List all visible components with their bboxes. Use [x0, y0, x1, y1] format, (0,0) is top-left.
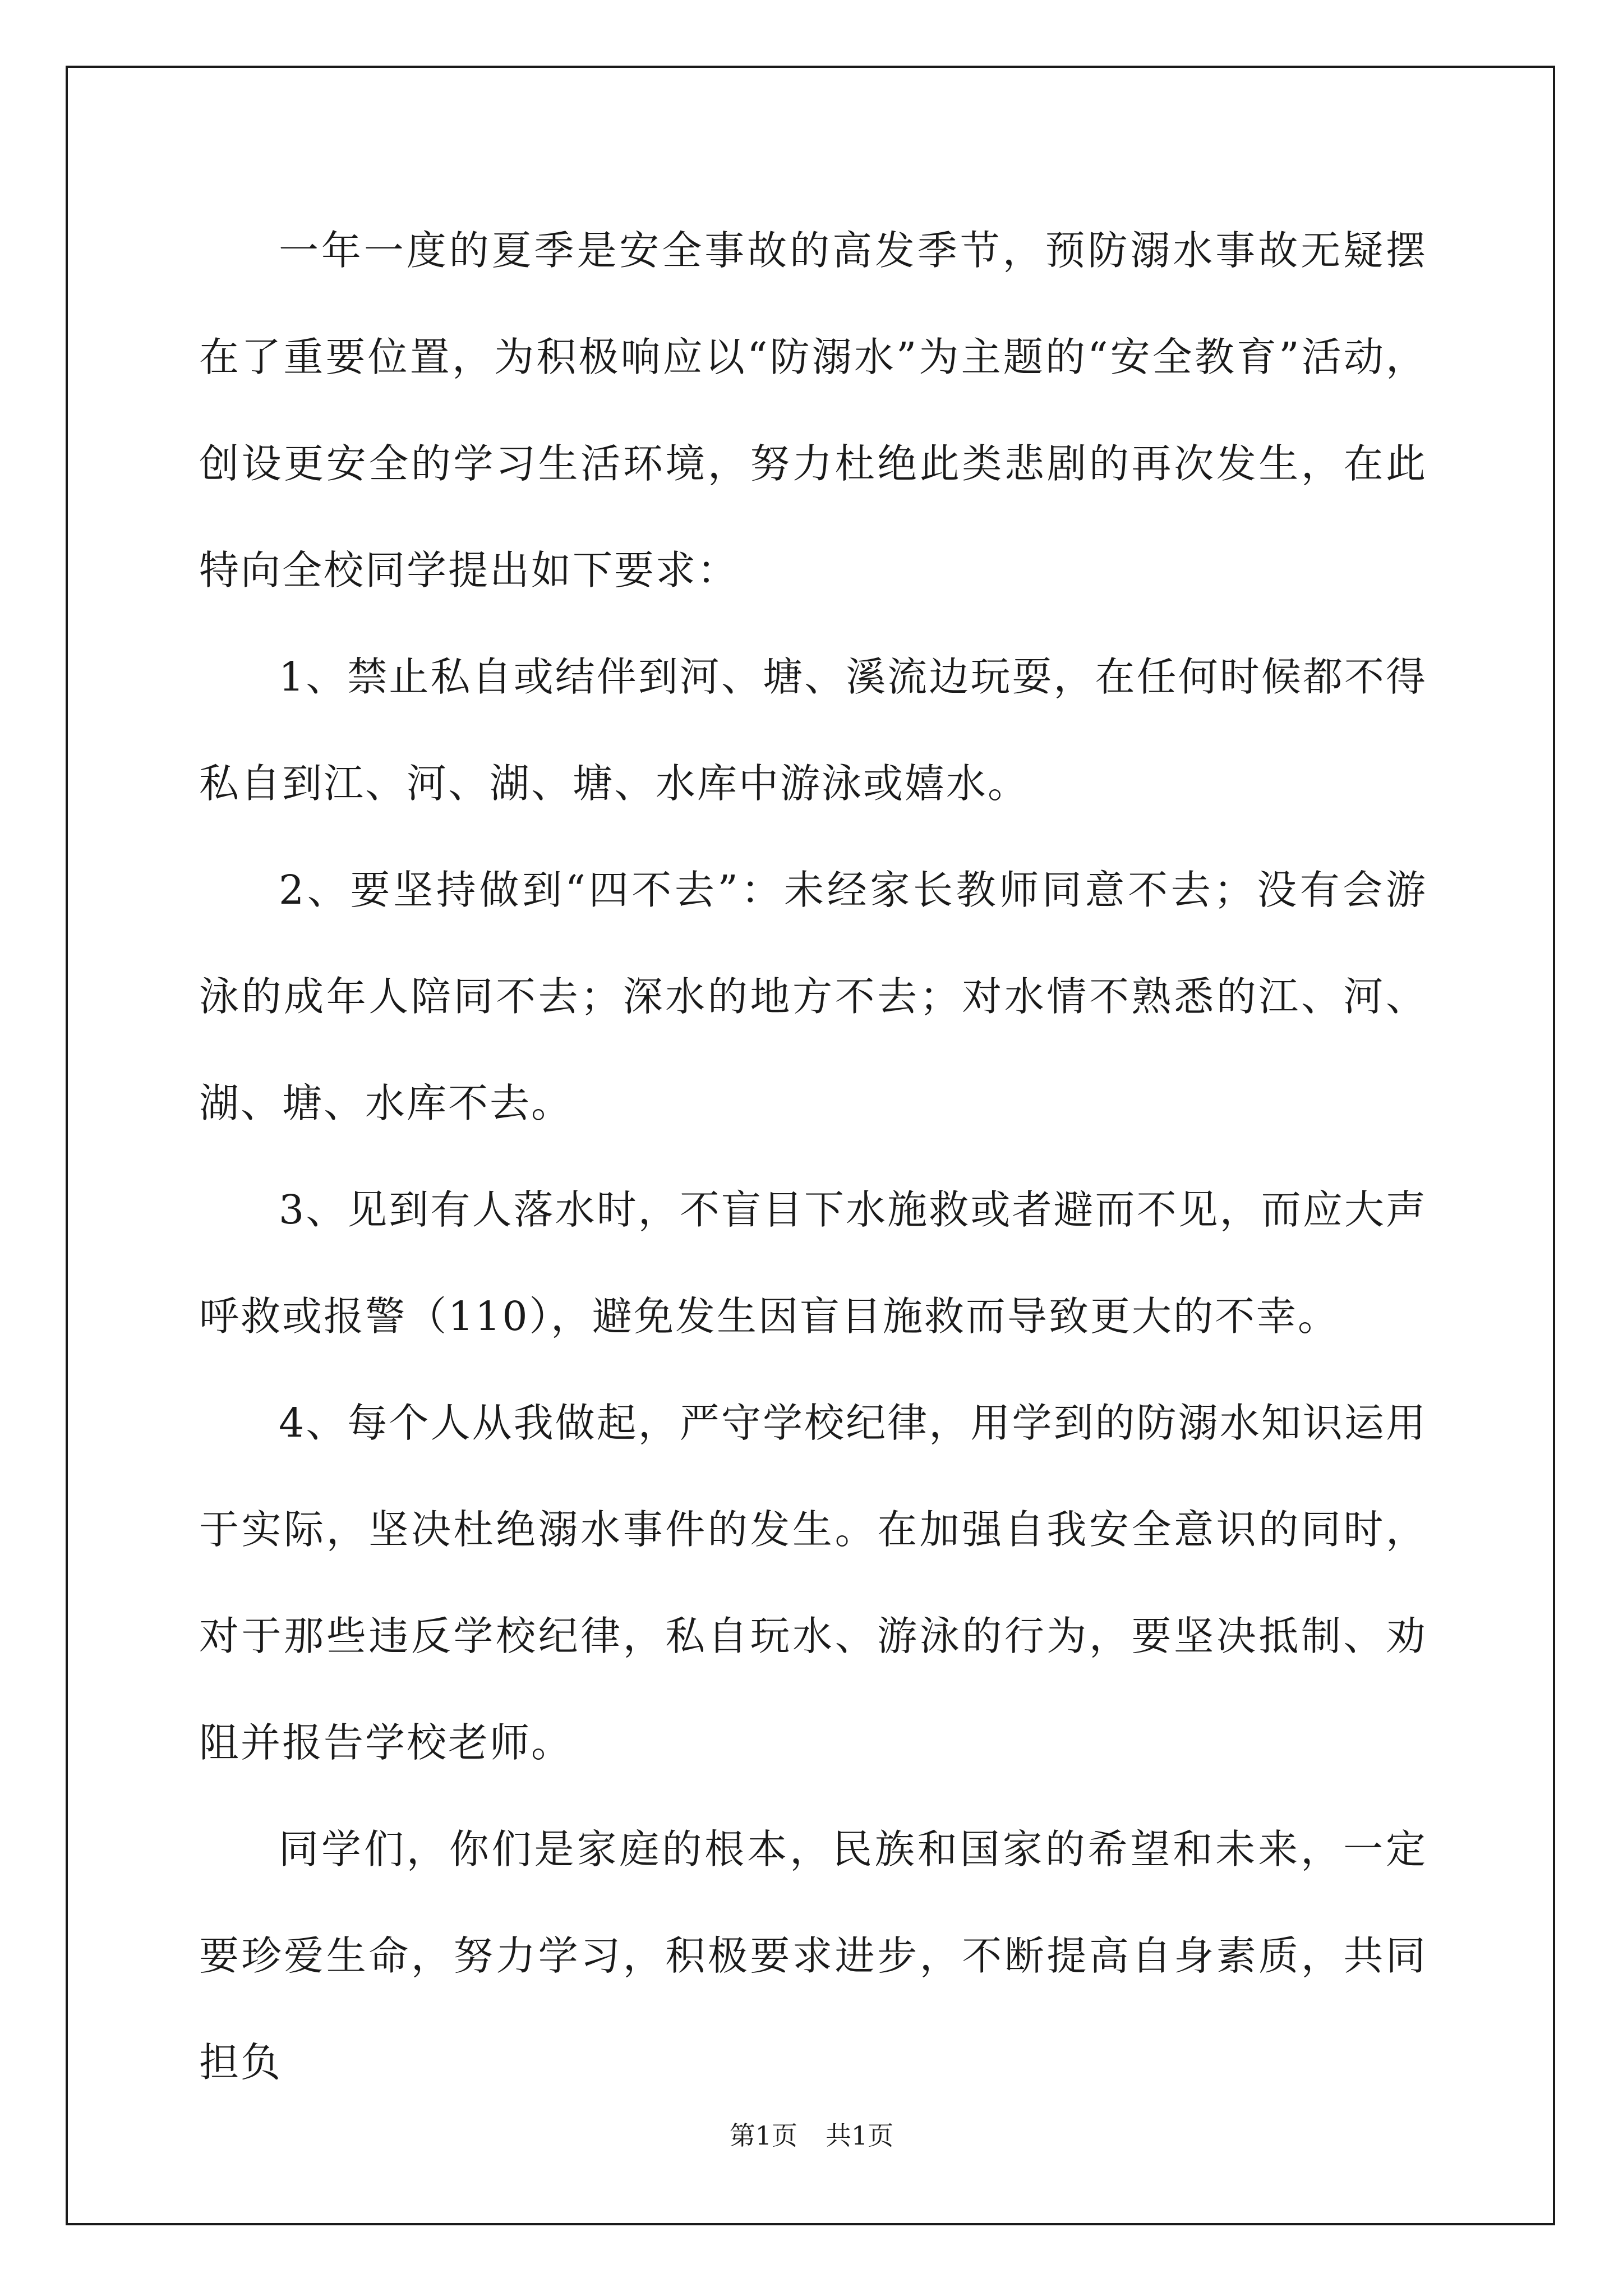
paragraph-rule-3: 3、见到有人落水时，不盲目下水施救或者避而不见，而应大声呼救或报警（110），避免发生因盲目施救而导致更大的不幸。 [199, 1186, 1427, 1340]
paragraph-rule-2: 2、要坚持做到“四不去”：未经家长教师同意不去；没有会游泳的成年人陪同不去；深水的地方不去；对水情不熟悉的江、河、湖、塘、水库不去。 [199, 867, 1427, 1126]
paragraph-rule-4: 4、每个人从我做起，严守学校纪律，用学到的防溺水知识运用于实际，坚决杜绝溺水事件的发生。在加强自我安全意识的同时，对于那些违反学校纪律，私自玩水、游泳的行为，要坚决抵制、劝阻并报告学校老师。 [199, 1400, 1427, 1766]
document-body [199, 197, 1427, 2116]
page-total: 共1页 [826, 2120, 894, 2151]
page-number: 第1页 [729, 2120, 797, 2151]
paragraph-rule-1: 1、禁止私自或结伴到河、塘、溪流边玩耍，在任何时候都不得私自到江、河、湖、塘、水库中游泳或嬉水。 [199, 654, 1427, 807]
page-footer [0, 2119, 1623, 2152]
paragraph-intro: 一年一度的夏季是安全事故的高发季节，预防溺水事故无疑摆在了重要位置，为积极响应以“防溺水”为主题的“安全教育”活动，创设更安全的学习生活环境，努力杜绝此类悲剧的再次发生，在此特向全校同学提出如下要求： [199, 227, 1427, 593]
paragraph-closing: 同学们，你们是家庭的根本，民族和国家的希望和未来，一定要珍爱生命，努力学习，积极要求进步，不断提高自身素质，共同担负 [199, 1826, 1427, 2086]
